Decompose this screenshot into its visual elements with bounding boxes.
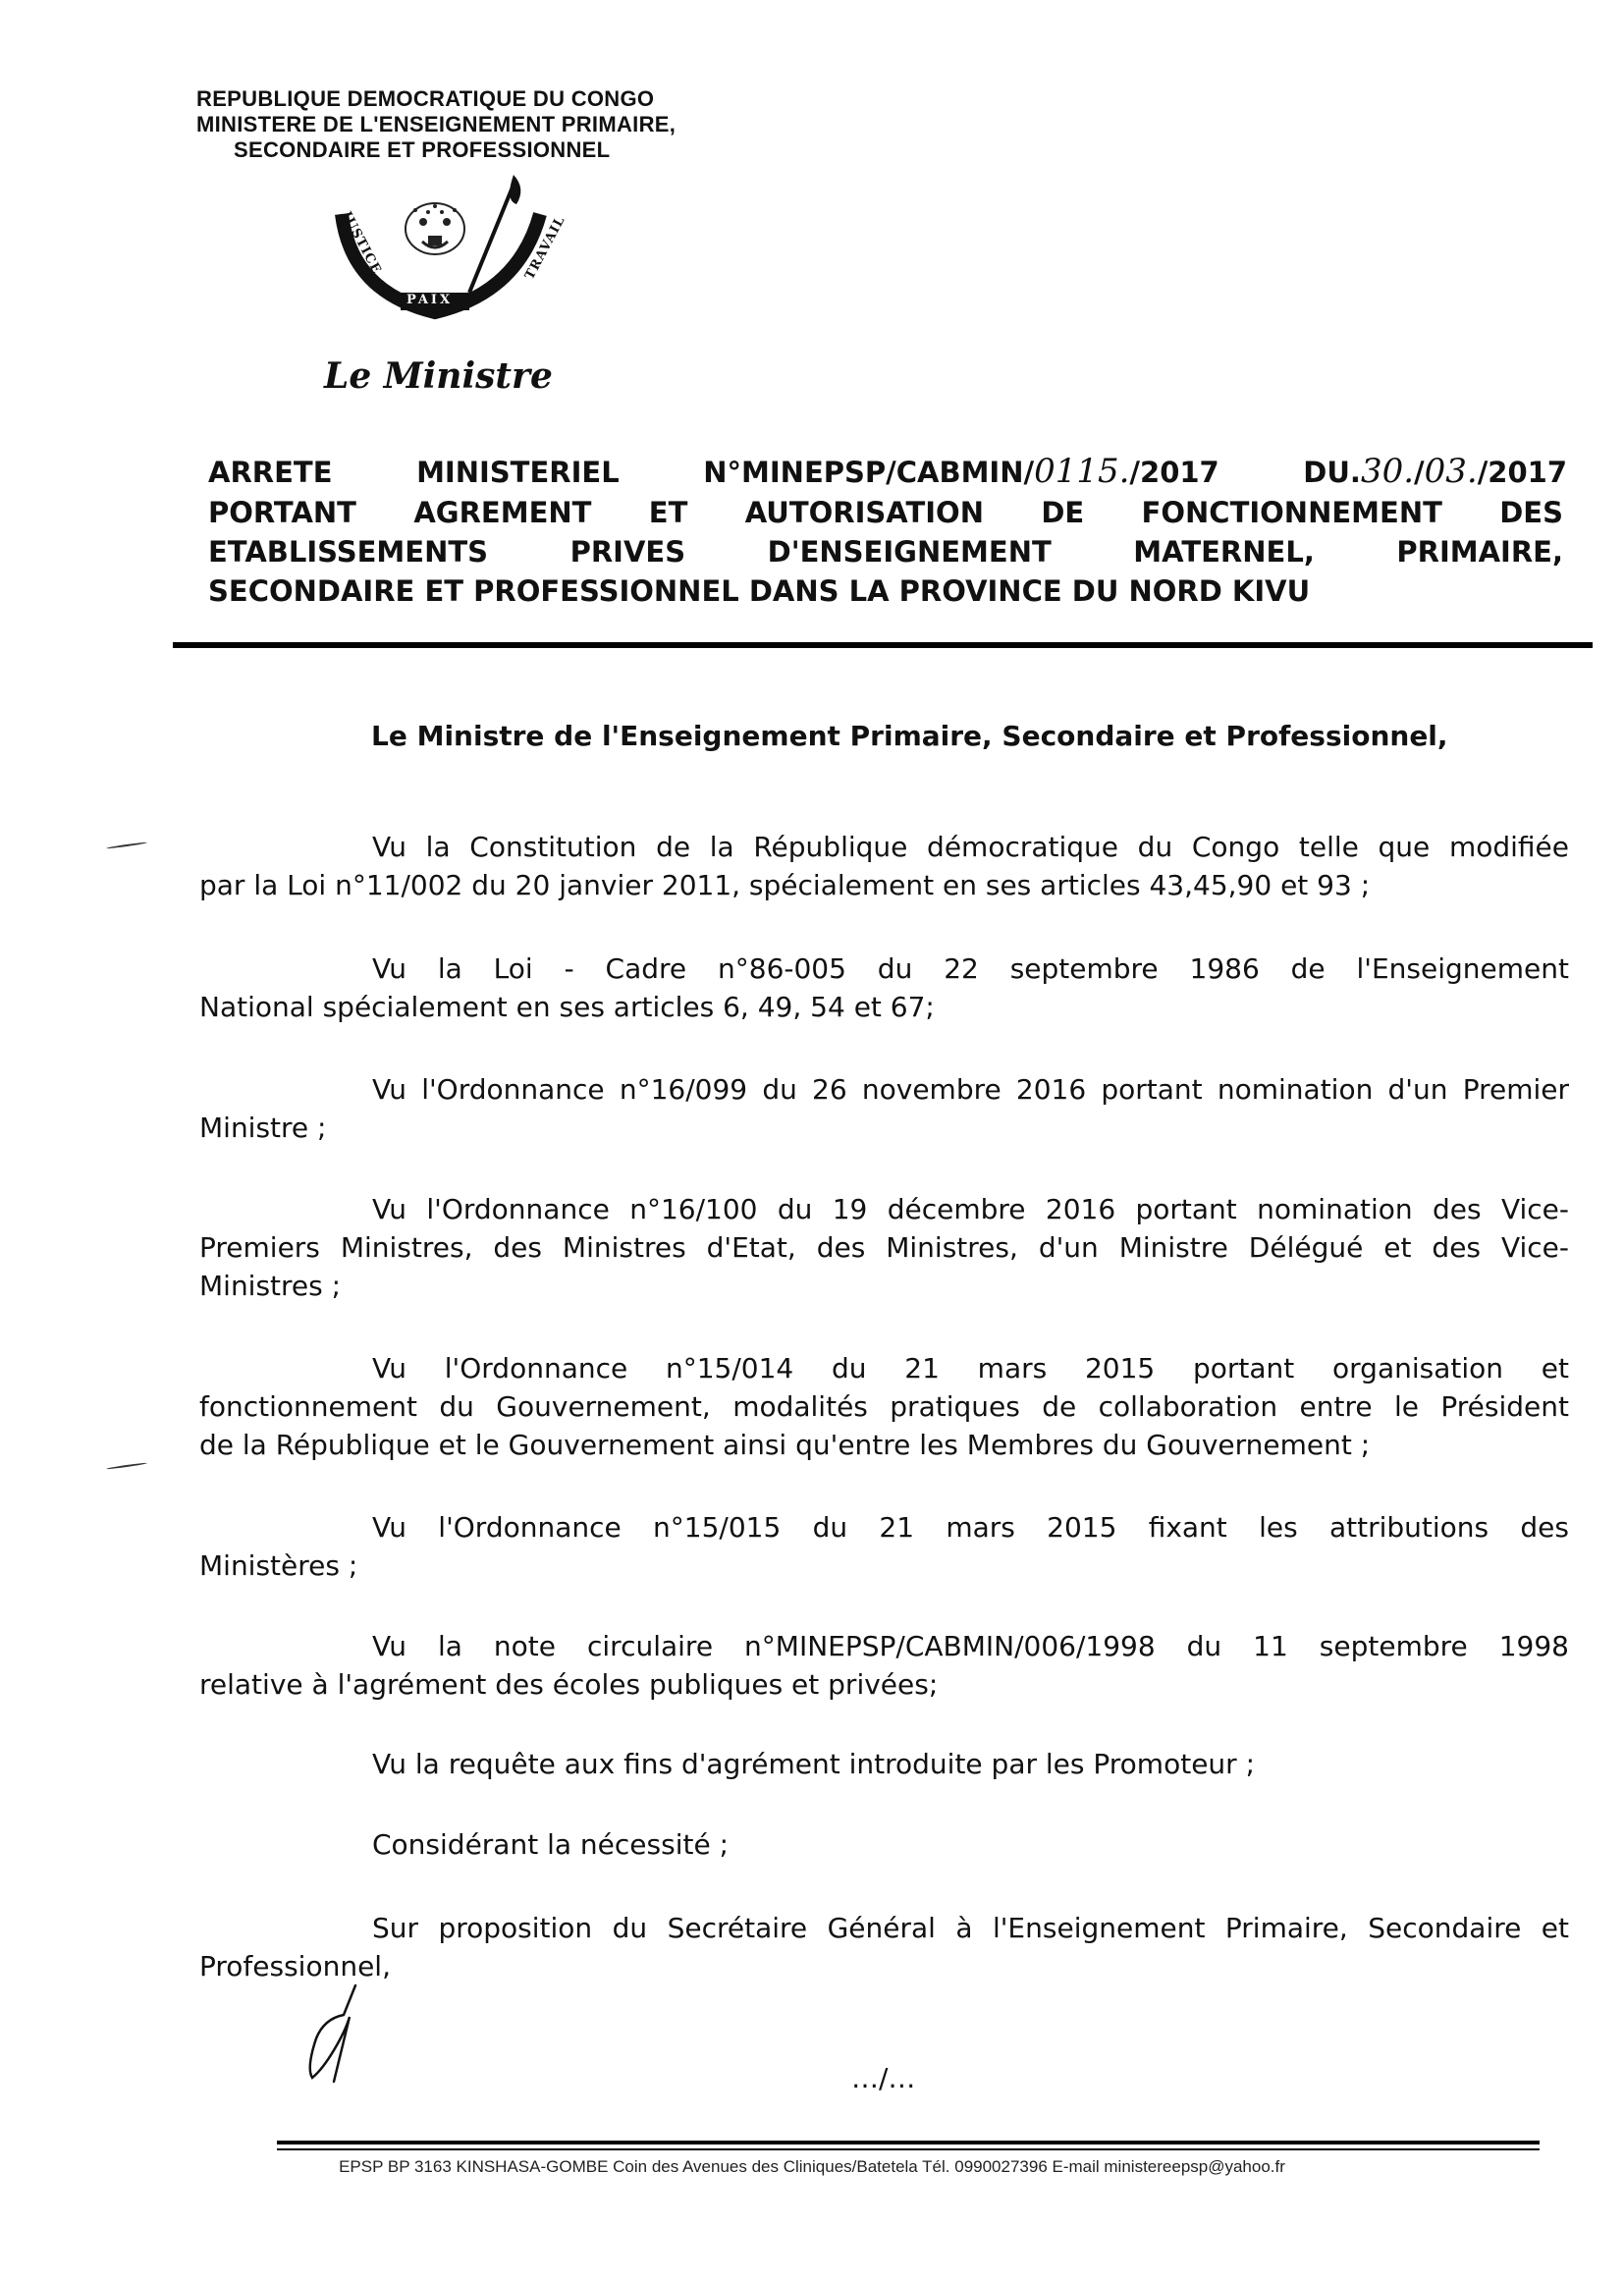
date-day-handwritten: 30. [1360,452,1415,491]
paragraph-line: relative à l'agrément des écoles publiques et privées; [199,1668,939,1701]
date-year: /2017 [1477,456,1567,489]
paragraph-line: Ministres ; [199,1270,342,1302]
paragraph-line: par la Loi n°11/002 du 20 janvier 2011, spécialement en ses articles 43,45,90 et 93 ; [199,869,1371,901]
paragraph-line: Ministre ; [199,1112,327,1144]
decree-number-handwritten: 0115. [1034,452,1130,491]
date-month-handwritten: 03. [1424,452,1478,491]
paragraph-line: Professionnel, [199,1950,391,1982]
decree-number [703,452,1218,492]
paragraph-line: Vu la note circulaire n°MINEPSP/CABMIN/006/1998 du 11 septembre 1998 [372,1630,1569,1662]
date-sep: / [1414,456,1425,489]
paragraph-line: Ministères ; [199,1549,358,1582]
paragraph-constitution [199,828,1569,904]
paragraph-line: Vu l'Ordonnance n°15/014 du 21 mars 2015 portant organisation et [372,1352,1569,1384]
decree-reference-line [208,452,1567,492]
paragraph-requete: Vu la requête aux fins d'agrément introduite par les Promoteur ; [372,1748,1256,1780]
paragraph-line: fonctionnement du Gouvernement, modalités pratiques de collaboration entre le Président [199,1390,1569,1423]
paragraph-line: Premiers Ministres, des Ministres d'Etat, des Ministres, d'un Ministre Délégué et des Vice- [199,1231,1569,1264]
margin-mark [106,841,147,849]
paragraph-line: Vu la Loi - Cadre n°86-005 du 22 septembre 1986 de l'Enseignement [372,952,1569,985]
paragraph-ordonnance-15-014 [199,1349,1569,1464]
title-line-4: SECONDAIRE ET PROFESSIONNEL DANS LA PROVINCE DU NORD KIVU [208,574,1311,608]
footer-divider-thick [277,2141,1540,2144]
paragraph-line: de la République et le Gouvernement ainsi qu'entre les Membres du Gouvernement ; [199,1429,1371,1461]
margin-mark [106,1462,147,1470]
title-line-3: ETABLISSEMENTS PRIVES D'ENSEIGNEMENT MATERNEL, PRIMAIRE, [208,535,1563,569]
header-ministry: MINISTERE DE L'ENSEIGNEMENT PRIMAIRE, [196,112,677,136]
paragraph-considerant: Considérant la nécessité ; [372,1828,730,1861]
paragraph-line: Vu l'Ordonnance n°16/100 du 19 décembre 2016 portant nomination des Vice- [372,1193,1569,1225]
title-divider [173,642,1593,648]
paragraph-line: Sur proposition du Secrétaire Général à l'Enseignement Primaire, Secondaire et [372,1912,1569,1944]
emblem-word-justice: JUSTICE [338,209,384,277]
emblem-word-paix: PAIX [406,293,454,307]
paragraph-note-circulaire [199,1627,1569,1704]
decree-prefix: N°MINEPSP/CABMIN/ [703,456,1035,489]
paragraph-ordonnance-15-015 [199,1508,1569,1585]
coat-of-arms-emblem [312,175,558,342]
decree-date [1303,452,1567,492]
handwritten-initial-icon [295,1980,383,2088]
paragraph-line: Vu l'Ordonnance n°15/015 du 21 mars 2015 fixant les attributions des [372,1511,1569,1544]
paragraph-line: Vu la Constitution de la République démocratique du Congo telle que modifiée [372,831,1569,863]
ministeriel-label: MINISTERIEL [416,456,620,489]
footer-contact: EPSP BP 3163 KINSHASA-GOMBE Coin des Avenues des Cliniques/Batetela Tél. 0990027396 E-mail ministereepsp@yahoo.fr [339,2157,1285,2176]
header-ministry-cont: SECONDAIRE ET PROFESSIONNEL [234,137,611,162]
emblem-word-travail: TRAVAIL [522,213,568,283]
paragraph-line: National spécialement en ses articles 6, 49, 54 et 67; [199,991,935,1023]
paragraph-ordonnance-16-099 [199,1070,1569,1147]
header-country: REPUBLIQUE DEMOCRATIQUE DU CONGO [196,86,655,111]
paragraph-loi-cadre [199,950,1569,1026]
decree-year: /2017 [1129,456,1219,489]
leopard-head-icon [406,203,464,254]
signature-title: Le Ministre [324,355,553,397]
footer-divider-thin [277,2148,1540,2150]
paragraph-ordonnance-16-100 [199,1190,1569,1305]
arrete-label: ARRETE [208,456,333,489]
continuation-mark: …/… [851,2062,916,2094]
title-line-2: PORTANT AGREMENT ET AUTORISATION DE FONCTIONNEMENT DES [208,496,1563,529]
paragraph-proposition [199,1909,1569,1985]
minister-line: Le Ministre de l'Enseignement Primaire, Secondaire et Professionnel, [371,720,1448,752]
paragraph-line: Vu l'Ordonnance n°16/099 du 26 novembre 2016 portant nomination d'un Premier [372,1073,1569,1106]
du-label: DU. [1303,456,1361,489]
